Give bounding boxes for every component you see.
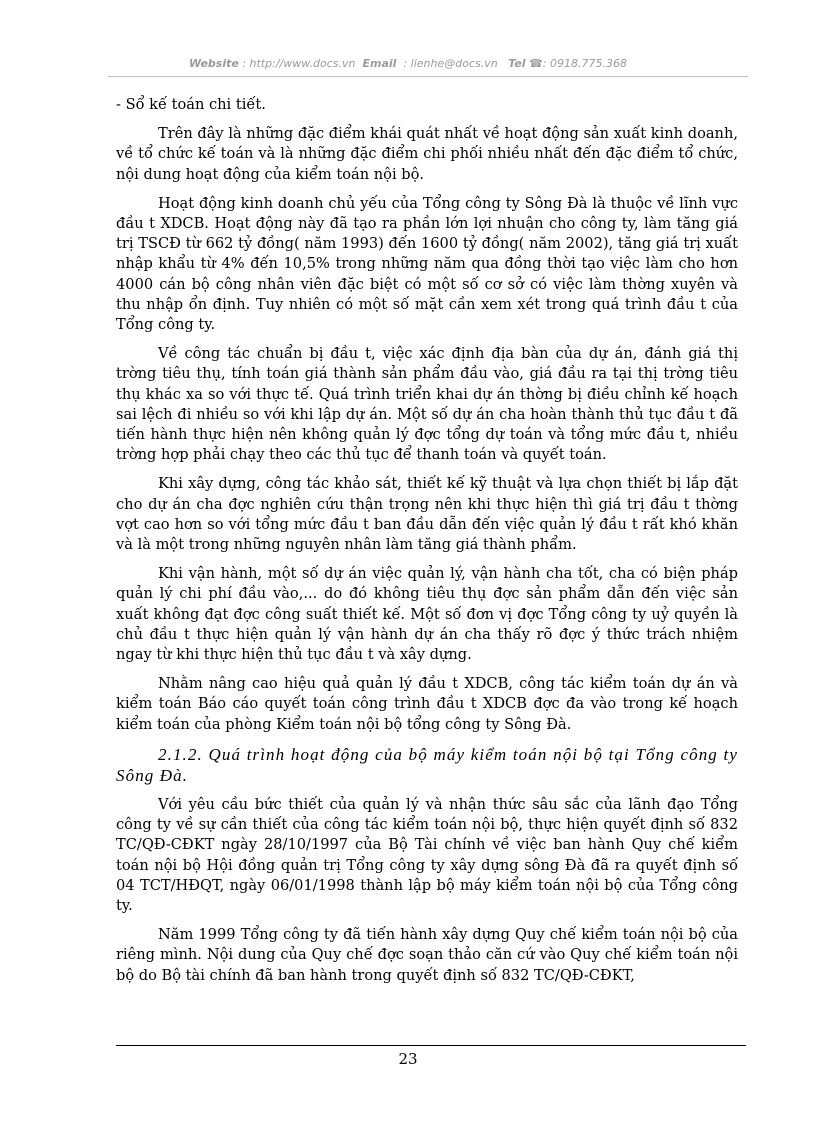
tel-value: : 0918.775.368 <box>542 57 627 70</box>
page-number: 23 <box>398 1050 418 1068</box>
paragraph-business: Hoạt động kinh doanh chủ yếu của Tổng công ty Sông Đà là thuộc về lĩnh vực đầu t XDCB. Hoạt động này đã tạo ra phần lớn lợi nhuận cho công ty, làm tăng giá trị TSCĐ từ 662 tỷ đồng( năm 1993) đến 1600 tỷ đồng( năm 2002), tăng giá trị xuất nhập khẩu từ 4% đến 10,5% trong những năm qua đồng thời tạo việc làm cho hơn 4000 cán bộ công nhân viên đặc biệt có một số cơ sở có việc làm thờng xuyên và thu nhập ổn định. Tuy nhiên có một số mặt cần xem xét trong quá trình đầu t của Tổng công ty. <box>116 194 738 334</box>
header-divider <box>108 76 748 77</box>
paragraph-summary: Trên đây là những đặc điểm khái quát nhất về hoạt động sản xuất kinh doanh, về tổ chức kế toán và là những đặc điểm chi phối nhiều nhất đến đặc điểm tổ chức, nội dung hoạt động của kiểm toán nội bộ. <box>116 125 738 183</box>
paragraph-operation: Khi vận hành, một số dự án việc quản lý, vận hành cha tốt, cha có biện pháp quản lý chi phí đầu vào,... do đó không tiêu thụ đợc sản phẩm dẫn đến việc sản xuất không đạt đợc công suất thiết kế. Một số đơn vị đợc Tổng công ty uỷ quyền là chủ đầu t thực hiện quản lý vận hành dự án cha thấy rõ đợc ý thức trách nhiệm ngay từ khi thực hiện thủ tục đầu t và xây dựng. <box>116 565 738 664</box>
paragraph-efficiency: Nhằm nâng cao hiệu quả quản lý đầu t XDCB, công tác kiểm toán dự án và kiểm toán Báo cáo quyết toán công trình đầu t XDCB đợc đa vào trong kế hoạch kiểm toán của phòng Kiểm toán nội bộ tổng công ty Sông Đà. <box>116 675 738 733</box>
document-body <box>116 95 738 995</box>
paragraph-intro: - Sổ kế toán chi tiết. <box>116 96 266 113</box>
paragraph-requirement: Với yêu cầu bức thiết của quản lý và nhận thức sâu sắc của lãnh đạo Tổng công ty về sự cần thiết của công tác kiểm toán nội bộ, thực hiện quyết định số 832 TC/QĐ-CĐKT ngày 28/10/1997 của Bộ Tài chính về việc ban hành Quy chế kiểm toán nội bộ Hội đồng quản trị Tổng công ty xây dựng sông Đà đã ra quyết định số 04 TCT/HĐQT, ngày 06/01/1998 thành lập bộ máy kiểm toán nội bộ của Tổng công ty. <box>116 795 738 914</box>
paragraph-regulation: Năm 1999 Tổng công ty đã tiến hành xây dựng Quy chế kiểm toán nội bộ của riêng mình. Nội dung của Quy chế đợc soạn thảo căn cứ vào Quy chế kiểm toán nội bộ do Bộ tài chính đã ban hành trong quyết định số 832 TC/QĐ-CĐKT, <box>116 926 738 984</box>
page-header <box>0 57 816 70</box>
paragraph-construction: Khi xây dựng, công tác khảo sát, thiết kế kỹ thuật và lựa chọn thiết bị lắp đặt cho dự án cha đợc nghiên cứu thận trọng nên khi thực hiện thì giá trị đầu t thờng vợt cao hơn so với tổng mức đầu t ban đầu dẫn đến việc quản lý đầu t rất khó khăn và là một trong những nguyên nhân làm tăng giá thành phẩm. <box>116 475 738 554</box>
paragraph-preparation: Về công tác chuẩn bị đầu t, việc xác định địa bàn của dự án, đánh giá thị trờng tiêu thụ, tính toán giá thành sản phẩm đầu vào, giá đầu ra tại thị trờng tiêu thụ khác xa so với thực tế. Quá trình triển khai dự án thờng bị điều chỉnh kế hoạch sai lệch đi nhiều so với khi lập dự án. Một số dự án cha hoàn thành thủ tục đầu t đã tiến hành thực hiện nên không quản lý đợc tổng dự toán và tổng mức đầu t, nhiều trờng hợp phải chạy theo các thủ tục để thanh toán và quyết toán. <box>116 345 738 464</box>
website-link[interactable]: : http://www.docs.vn <box>242 57 356 70</box>
email-label: Email <box>362 57 397 70</box>
tel-label: Tel <box>508 57 526 70</box>
email-link[interactable]: : lienhe@docs.vn <box>403 57 498 70</box>
section-heading: 2.1.2. Quá trình hoạt động của bộ máy kiểm toán nội bộ tại Tổng công ty Sông Đà. <box>116 744 738 785</box>
phone-icon: ☎ <box>529 57 543 70</box>
website-label: Website <box>189 57 239 70</box>
footer-divider <box>116 1045 746 1046</box>
